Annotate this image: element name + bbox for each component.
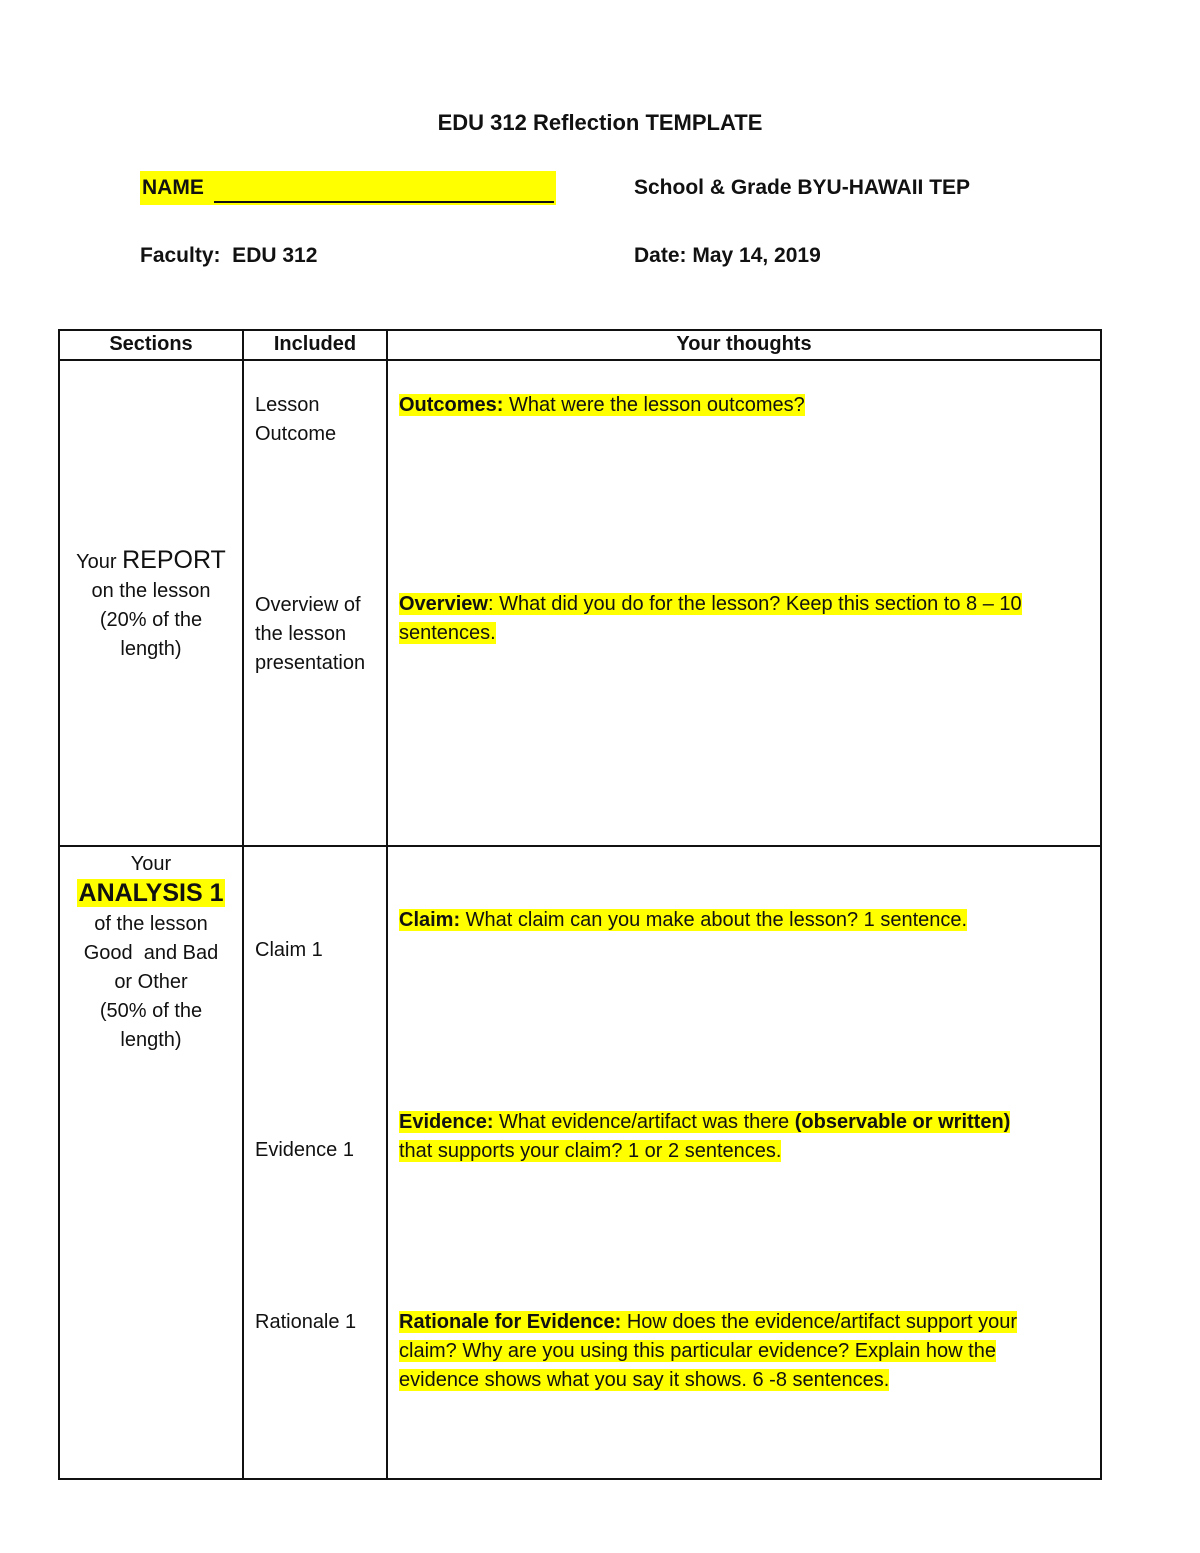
analysis-line-4: Good and Bad — [83, 942, 219, 964]
column-header-your-thoughts: Your thoughts — [676, 333, 812, 355]
included-lesson-outcome — [255, 391, 336, 449]
table-column-divider-2 — [386, 329, 388, 1480]
claim-prompt-bold: Claim: — [399, 909, 461, 931]
claim-prompt-text: What claim can you make about the lesson? 1 sentence. — [460, 909, 968, 931]
school-grade-label: School & Grade BYU-HAWAII TEP — [634, 176, 971, 199]
analysis-line-7: length) — [120, 1029, 182, 1051]
analysis-line-1: Your — [130, 853, 172, 875]
report-section-label — [60, 546, 242, 664]
rationale-prompt-line-2: claim? Why are you using this particular evidence? Explain how the — [399, 1340, 996, 1362]
analysis-section-label — [60, 850, 242, 1055]
column-header-included: Included — [273, 333, 357, 355]
outcomes-prompt-bold: Outcomes: — [399, 394, 504, 416]
overview-prompt-bold: Overview — [399, 593, 488, 615]
table-header-divider — [58, 359, 1102, 361]
name-label: NAME — [142, 176, 204, 199]
table-section-divider — [58, 845, 1102, 847]
evidence-prompt-line-2: that supports your claim? 1 or 2 sentences. — [399, 1140, 782, 1162]
claim-prompt[interactable] — [399, 906, 967, 935]
table-column-divider-1 — [242, 329, 244, 1480]
report-keyword: REPORT — [122, 546, 226, 574]
analysis-keyword: ANALYSIS 1 — [78, 879, 224, 907]
included-overview — [255, 591, 365, 678]
report-line-3: (20% of the — [99, 609, 203, 631]
rationale-prompt-bold: Rationale for Evidence: — [399, 1311, 622, 1333]
evidence-prompt-bold-2: (observable or written) — [794, 1111, 1011, 1133]
evidence-prompt[interactable] — [399, 1108, 1010, 1166]
lesson-outcome-line-2: Outcome — [255, 423, 337, 445]
document-title: EDU 312 Reflection TEMPLATE — [437, 110, 763, 135]
analysis-line-5: or Other — [114, 971, 188, 993]
overview-prompt-line-1: : What did you do for the lesson? Keep this section to 8 – 10 — [487, 593, 1022, 615]
outcomes-prompt[interactable] — [399, 391, 805, 420]
table-border-top — [58, 329, 1102, 331]
overview-included-line-1: Overview of — [255, 594, 361, 616]
rationale-prompt-line-1: How does the evidence/artifact support your — [621, 1311, 1018, 1333]
rationale-prompt[interactable] — [399, 1308, 1017, 1395]
column-header-sections: Sections — [109, 333, 193, 355]
included-claim: Claim 1 — [255, 939, 323, 961]
table-border-bottom — [58, 1478, 1102, 1480]
date-label: Date: May 14, 2019 — [634, 244, 821, 267]
evidence-prompt-bold: Evidence: — [399, 1111, 494, 1133]
overview-prompt-line-2: sentences. — [399, 622, 496, 644]
overview-prompt[interactable] — [399, 590, 1022, 648]
overview-included-line-3: presentation — [255, 652, 366, 674]
table-border-right — [1100, 329, 1102, 1480]
name-field[interactable] — [214, 201, 554, 203]
faculty-label: Faculty: EDU 312 — [140, 244, 318, 267]
included-evidence: Evidence 1 — [255, 1139, 354, 1161]
included-rationale: Rationale 1 — [255, 1311, 357, 1333]
analysis-line-3: of the lesson — [94, 913, 208, 935]
overview-included-line-2: the lesson — [255, 623, 347, 645]
outcomes-prompt-text: What were the lesson outcomes? — [503, 394, 805, 416]
report-your: Your — [76, 551, 123, 573]
report-line-2: on the lesson — [91, 580, 211, 602]
rationale-prompt-line-3: evidence shows what you say it shows. 6 -8 sentences. — [399, 1369, 890, 1391]
report-line-4: length) — [120, 638, 182, 660]
evidence-prompt-line-1: What evidence/artifact was there — [493, 1111, 795, 1133]
lesson-outcome-line-1: Lesson — [255, 394, 320, 416]
analysis-line-6: (50% of the — [99, 1000, 203, 1022]
